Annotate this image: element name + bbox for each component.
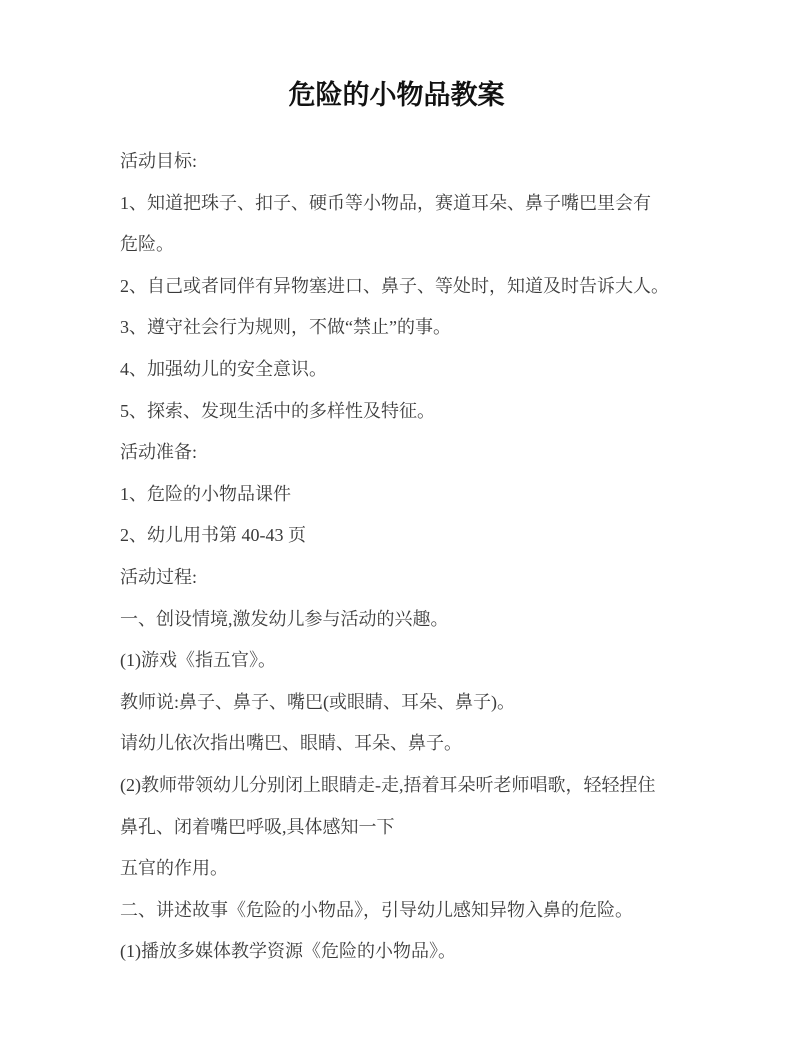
- goal-item-continued: 危险。: [120, 234, 174, 255]
- goal-item: 3、遵守社会行为规则，不做“禁止”的事。: [120, 317, 451, 338]
- preparation-item: 1、危险的小物品课件: [120, 483, 291, 504]
- process-step-heading: 一、创设情境,激发幼儿参与活动的兴趣。: [120, 608, 449, 629]
- process-paragraph: 教师说:鼻子、鼻子、嘴巴(或眼睛、耳朵、鼻子)。: [120, 691, 515, 712]
- process-paragraph: (1)游戏《指五官》。: [120, 650, 276, 671]
- process-step-heading: 二、讲述故事《危险的小物品》，引导幼儿感知异物入鼻的危险。: [120, 899, 633, 920]
- preparation-item: 2、幼儿用书第 40-43 页: [120, 525, 306, 546]
- process-paragraph-continued: 鼻孔、闭着嘴巴呼吸,具体感知一下: [120, 816, 395, 837]
- goal-item: 4、加强幼儿的安全意识。: [120, 358, 327, 379]
- document-title: 危险的小物品教案: [288, 80, 505, 110]
- goal-item: 5、探索、发现生活中的多样性及特征。: [120, 400, 435, 421]
- section-heading-process: 活动过程:: [120, 566, 198, 587]
- section-heading-goals: 活动目标:: [120, 151, 198, 171]
- goal-item: 2、自己或者同伴有异物塞进口、鼻子、等处时，知道及时告诉大人。: [120, 275, 669, 296]
- process-paragraph: (1)播放多媒体教学资源《危险的小物品》。: [120, 941, 456, 962]
- process-paragraph: (2)教师带领幼儿分别闭上眼睛走-走,捂着耳朵听老师唱歌，轻轻捏住: [120, 774, 656, 795]
- process-paragraph: 请幼儿依次指出嘴巴、眼睛、耳朵、鼻子。: [120, 733, 462, 754]
- goal-item: 1、知道把珠子、扣子、硬币等小物品，赛道耳朵、鼻子嘴巴里会有: [120, 192, 651, 213]
- section-heading-preparation: 活动准备:: [120, 442, 198, 463]
- process-paragraph-continued: 五官的作用。: [120, 858, 228, 879]
- document-body: [120, 141, 690, 973]
